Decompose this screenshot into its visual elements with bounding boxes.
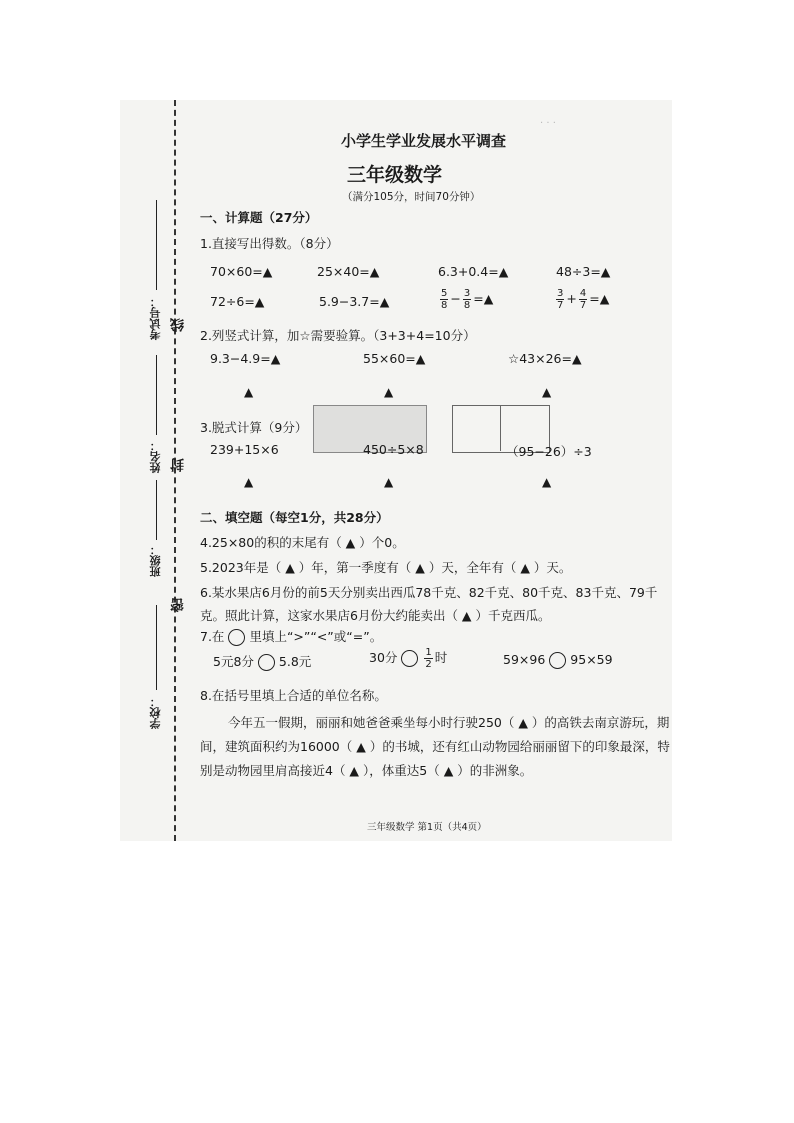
q1-item-3: 6.3+0.4=▲: [438, 264, 509, 279]
section1-title: 一、计算题（27分）: [200, 210, 318, 225]
exam-subject: 三年级数学: [347, 164, 443, 186]
school-blank: [156, 605, 157, 690]
q3-item-1: 239+15×6: [210, 442, 279, 457]
seal-line-char: 线: [170, 318, 186, 332]
q2-title: 2.列竖式计算，加☆需要验算。（3+3+4=10分）: [200, 328, 476, 343]
exam-page: [120, 100, 672, 841]
exam-no-blank: [156, 200, 157, 290]
compare-circle: [228, 629, 245, 646]
q8-title: 8.在括号里填上合适的单位名称。: [200, 688, 387, 703]
q3-answer-mark-2: ▲: [384, 475, 394, 489]
fraction: $\frac{3}{7}$: [557, 288, 564, 311]
q7-item-1: 5元8分 5.8元: [213, 654, 312, 669]
q3-item-3: （95−26）÷3: [506, 444, 592, 459]
class-label: 班级：: [149, 544, 162, 577]
q7-title: 7.在 里填上“>”“<”或“=”。: [200, 629, 383, 644]
q8-line-2: 间，建筑面积约为16000（ ▲ ）的书城，还有红山动物园给丽丽留下的印象最深，特: [200, 739, 670, 754]
exam-title: 小学生学业发展水平调查: [341, 132, 507, 150]
q2-answer-mark-1: ▲: [244, 385, 254, 399]
q3-answer-mark-1: ▲: [244, 475, 254, 489]
q1-item-8: $\frac{3}{7}$ + $\frac{4}{7}$ =▲: [557, 288, 610, 311]
q8-line-3: 别是动物园里肩高接近4（ ▲ ），体重达5（ ▲ ）的非洲象。: [200, 763, 533, 778]
seal-secret-char: 密: [170, 598, 186, 612]
q4-text: 4.25×80的积的末尾有（ ▲ ）个0。: [200, 535, 405, 550]
q2-answer-mark-2: ▲: [384, 385, 394, 399]
q6-line-2: 克。照此计算，这家水果店6月份大约能卖出（ ▲ ）千克西瓜。: [200, 608, 551, 623]
q2-item-1: 9.3−4.9=▲: [210, 351, 281, 366]
compare-circle: [401, 650, 418, 667]
name-blank: [156, 355, 157, 435]
q1-title: 1.直接写出得数。（8分）: [200, 236, 339, 251]
q6-line-1: 6.某水果店6月份的前5天分别卖出西瓜78千克、82千克、80千克、83千克、79千: [200, 585, 658, 600]
q3-title: 3.脱式计算（9分）: [200, 420, 308, 435]
q2-answer-mark-3: ▲: [542, 385, 552, 399]
q3-item-2: 450÷5×8: [363, 442, 424, 457]
q1-item-4: 48÷3=▲: [556, 264, 611, 279]
school-label: 学校：: [149, 696, 162, 729]
seal-seal-char: 封: [170, 458, 186, 472]
q7-item-2: 30分 $\frac{1}{2}$ 时: [369, 647, 448, 670]
fraction: $\frac{1}{2}$: [425, 647, 432, 670]
compare-circle: [258, 654, 275, 671]
q8-line-1: 今年五一假期，丽丽和她爸爸乘坐每小时行驶250（ ▲ ）的高铁去南京游玩，期: [228, 715, 670, 730]
q5-text: 5.2023年是（ ▲ ）年，第一季度有（ ▲ ）天，全年有（ ▲ ）天。: [200, 560, 572, 575]
page-footer: 三年级数学 第1页（共4页）: [367, 822, 487, 833]
q1-item-7: $\frac{5}{8}$ − $\frac{3}{8}$ =▲: [441, 288, 494, 311]
exam-no-label: 考试号：: [149, 296, 162, 340]
q1-item-1: 70×60=▲: [210, 264, 273, 279]
class-blank: [156, 480, 157, 540]
q1-item-2: 25×40=▲: [317, 264, 380, 279]
fraction: $\frac{5}{8}$: [441, 288, 448, 311]
exam-info: （满分105分，时间70分钟）: [342, 191, 481, 203]
name-label: 姓名：: [149, 440, 162, 473]
bleed-through: · · ·: [540, 118, 556, 129]
fraction: $\frac{4}{7}$: [579, 288, 587, 311]
q2-item-2: 55×60=▲: [363, 351, 426, 366]
bleed-divider: [500, 405, 501, 451]
q7-item-3: 59×96 95×59: [503, 652, 613, 667]
section2-title: 二、填空题（每空1分，共28分）: [200, 510, 389, 525]
q3-answer-mark-3: ▲: [542, 475, 552, 489]
compare-circle: [549, 652, 566, 669]
q1-item-5: 72÷6=▲: [210, 294, 265, 309]
fraction: $\frac{3}{8}$: [463, 288, 471, 311]
q1-item-6: 5.9−3.7=▲: [319, 294, 390, 309]
q2-item-3: ☆43×26=▲: [508, 351, 582, 366]
